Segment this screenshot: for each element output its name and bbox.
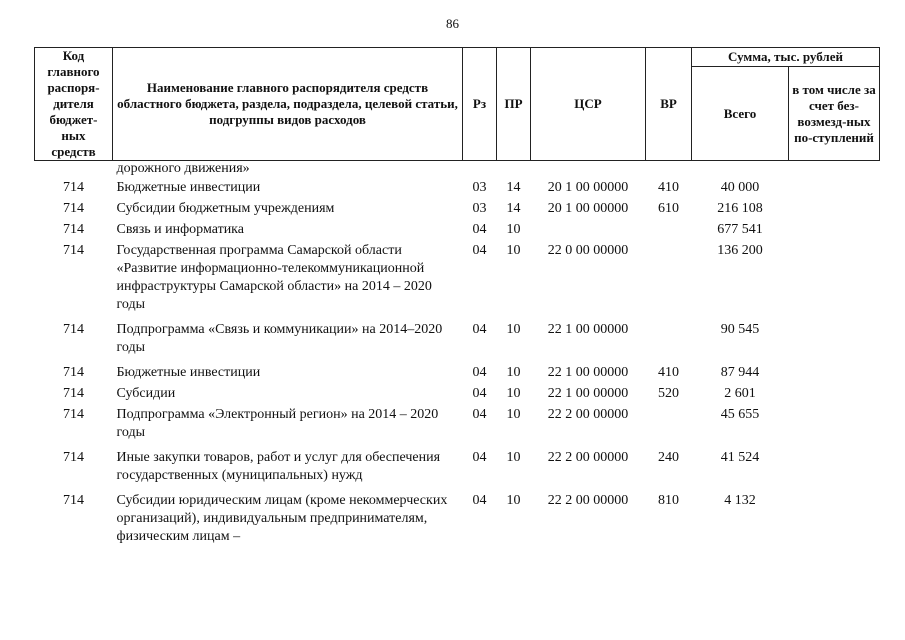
header-pr: ПР xyxy=(497,48,531,161)
cell-code: 714 xyxy=(63,180,84,195)
cell-vr: 240 xyxy=(658,450,679,465)
cell-rz: 04 xyxy=(472,365,487,380)
cell-csr: 22 1 00 00000 xyxy=(547,322,629,337)
cell-code: 714 xyxy=(63,493,84,508)
cell-vr: 610 xyxy=(658,201,679,216)
cell-vr xyxy=(646,403,692,446)
cell-name: дорожного движения» xyxy=(116,161,250,176)
cell-pr: 10 xyxy=(506,365,521,380)
cell-csr: 22 2 00 00000 xyxy=(547,450,629,465)
cell-pr: 10 xyxy=(506,493,521,508)
cell-name: Субсидии бюджетным учреждениям xyxy=(116,201,335,216)
cell-pr xyxy=(497,161,531,177)
cell-total: 45 655 xyxy=(720,407,760,422)
cell-free xyxy=(789,403,880,446)
cell-csr: 22 2 00 00000 xyxy=(547,407,629,422)
header-csr: ЦСР xyxy=(531,48,646,161)
cell-rz: 04 xyxy=(472,493,487,508)
cell-total xyxy=(692,161,789,177)
table-row xyxy=(35,403,880,446)
cell-rz: 03 xyxy=(472,201,487,216)
cell-total: 216 108 xyxy=(717,201,763,216)
cell-rz: 04 xyxy=(472,450,487,465)
cell-free xyxy=(789,361,880,382)
cell-name: Бюджетные инвестиции xyxy=(116,365,261,380)
cell-total: 136 200 xyxy=(717,243,763,258)
cell-total: 4 132 xyxy=(724,493,756,508)
table-row xyxy=(35,176,880,197)
cell-free xyxy=(789,218,880,239)
cell-rz: 04 xyxy=(472,407,487,422)
cell-vr xyxy=(646,318,692,361)
cell-code: 714 xyxy=(63,386,84,401)
header-vr: ВР xyxy=(646,48,692,161)
cell-vr: 520 xyxy=(658,386,679,401)
cell-total: 87 944 xyxy=(720,365,760,380)
cell-name: Связь и информатика xyxy=(116,222,244,237)
cell-csr xyxy=(531,161,646,177)
cell-total: 40 000 xyxy=(720,180,760,195)
cell-pr: 10 xyxy=(506,322,521,337)
cell-name: Субсидии юридическим лицам (кроме некоммерческих организаций), индивидуальным предпринимателям, физическим лицам – xyxy=(116,493,448,544)
cell-vr xyxy=(646,218,692,239)
header-sum-group: Сумма, тыс. рублей xyxy=(692,48,880,67)
cell-free xyxy=(789,382,880,403)
cell-name: Подпрограмма «Связь и коммуникации» на 2014–2020 годы xyxy=(116,322,443,355)
table-row xyxy=(35,218,880,239)
cell-pr: 10 xyxy=(506,450,521,465)
table-row xyxy=(35,197,880,218)
cell-total: 2 601 xyxy=(724,386,756,401)
cell-free xyxy=(789,176,880,197)
table-row xyxy=(35,446,880,489)
cell-csr: 22 1 00 00000 xyxy=(547,386,629,401)
cell-free xyxy=(789,239,880,318)
cell-rz: 03 xyxy=(472,180,487,195)
cell-code: 714 xyxy=(63,450,84,465)
table-header xyxy=(35,48,880,161)
table-row xyxy=(35,318,880,361)
cell-pr: 14 xyxy=(506,201,521,216)
header-sum-total: Всего xyxy=(692,67,789,161)
cell-code: 714 xyxy=(63,365,84,380)
header-name: Наименование главного распорядителя средств областного бюджета, раздела, подраздела, целевой статьи, подгруппы видов расходов xyxy=(113,48,463,161)
cell-rz: 04 xyxy=(472,222,487,237)
cell-free xyxy=(789,161,880,177)
cell-name: Иные закупки товаров, работ и услуг для обеспечения государственных (муниципальных) нужд xyxy=(116,450,441,483)
cell-rz: 04 xyxy=(472,243,487,258)
cell-name: Субсидии xyxy=(116,386,176,401)
page-number: 86 xyxy=(446,16,459,31)
cell-vr: 410 xyxy=(658,365,679,380)
cell-pr: 10 xyxy=(506,386,521,401)
cell-total: 677 541 xyxy=(717,222,763,237)
cell-csr: 20 1 00 00000 xyxy=(547,201,629,216)
cell-vr: 410 xyxy=(658,180,679,195)
cell-total: 90 545 xyxy=(720,322,760,337)
table-body xyxy=(35,161,880,547)
cell-free xyxy=(789,197,880,218)
cell-csr xyxy=(531,218,646,239)
cell-free xyxy=(789,489,880,546)
cell-csr: 22 2 00 00000 xyxy=(547,493,629,508)
cell-pr: 10 xyxy=(506,222,521,237)
cell-free xyxy=(789,318,880,361)
header-code: Код главного распоря-дителя бюджет-ных средств xyxy=(35,48,113,161)
cell-code: 714 xyxy=(63,201,84,216)
cell-free xyxy=(789,446,880,489)
cell-pr: 10 xyxy=(506,243,521,258)
cell-code: 714 xyxy=(63,322,84,337)
cell-code: 714 xyxy=(63,222,84,237)
cell-vr xyxy=(646,239,692,318)
cell-csr: 20 1 00 00000 xyxy=(547,180,629,195)
table-row xyxy=(35,361,880,382)
table-row xyxy=(35,239,880,318)
cell-pr: 14 xyxy=(506,180,521,195)
cell-rz: 04 xyxy=(472,386,487,401)
cell-pr: 10 xyxy=(506,407,521,422)
table-row xyxy=(35,161,880,177)
cell-total: 41 524 xyxy=(720,450,760,465)
cell-rz xyxy=(463,161,497,177)
cell-vr xyxy=(646,161,692,177)
cell-csr: 22 0 00 00000 xyxy=(547,243,629,258)
cell-name: Государственная программа Самарской области «Развитие информационно-телекоммуникационной инфраструктуры Самарской области» на 2014 – 2020 годы xyxy=(116,243,432,312)
header-rz: Рз xyxy=(463,48,497,161)
cell-rz: 04 xyxy=(472,322,487,337)
table-row xyxy=(35,382,880,403)
cell-name: Подпрограмма «Электронный регион» на 2014 – 2020 годы xyxy=(116,407,439,440)
header-sum-free: в том числе за счет без-возмезд-ных по-ступлений xyxy=(789,67,880,161)
cell-csr: 22 1 00 00000 xyxy=(547,365,629,380)
cell-code: 714 xyxy=(63,243,84,258)
table-row xyxy=(35,489,880,546)
budget-table xyxy=(34,47,880,546)
cell-code: 714 xyxy=(63,407,84,422)
cell-vr: 810 xyxy=(658,493,679,508)
cell-name: Бюджетные инвестиции xyxy=(116,180,261,195)
cell-code xyxy=(35,161,113,177)
